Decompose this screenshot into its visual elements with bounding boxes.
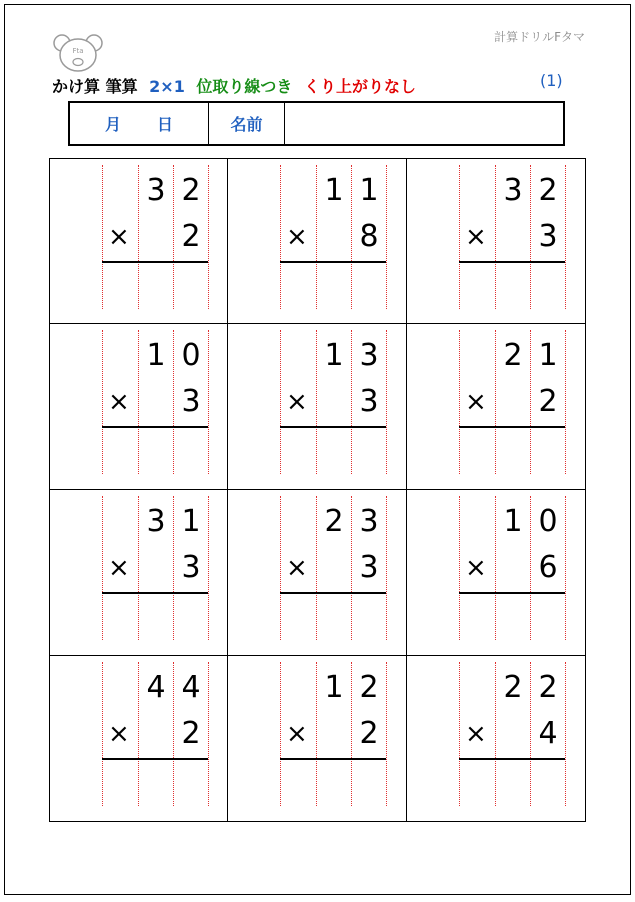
answer-area[interactable] [280, 594, 386, 640]
answer-area[interactable] [102, 594, 208, 640]
multiply-sign: × [108, 222, 130, 252]
multiplicand-ones-digit: 1 [538, 338, 558, 373]
title-operation: かけ算 筆算 [52, 77, 138, 96]
name-date-box [68, 101, 565, 146]
bear-icon [52, 33, 104, 73]
multiplier-digit: 6 [538, 550, 558, 585]
multiplicand-ones-digit: 2 [538, 173, 558, 208]
multiplicand-ones-digit: 2 [359, 670, 379, 705]
name-field[interactable] [285, 103, 563, 144]
multiply-sign: × [108, 387, 130, 417]
problem-cell [228, 490, 407, 656]
answer-area[interactable] [459, 594, 565, 640]
multiplier-digit: 2 [538, 384, 558, 419]
day-label: 日 [157, 115, 174, 134]
multiply-sign: × [465, 387, 487, 417]
problem-cell [407, 656, 585, 821]
problem-cell [50, 159, 228, 324]
place-value-guide-line [565, 662, 566, 806]
multiplicand-ones-digit: 2 [181, 173, 201, 208]
answer-area[interactable] [459, 428, 565, 474]
problem-cell [407, 159, 585, 324]
date-field[interactable] [70, 103, 209, 144]
sheet-number: (1) [540, 71, 563, 90]
answer-area[interactable] [102, 263, 208, 309]
answer-area[interactable] [102, 428, 208, 474]
multiply-sign: × [286, 222, 308, 252]
multiplicand-tens-digit: 1 [324, 338, 344, 373]
multiplier-digit: 3 [181, 550, 201, 585]
title-digits: 2×1 [149, 77, 185, 96]
multiply-sign: × [286, 719, 308, 749]
place-value-guide-line [565, 496, 566, 640]
problem-cell [50, 656, 228, 821]
worksheet-title [52, 74, 422, 98]
multiplicand-ones-digit: 0 [538, 504, 558, 539]
multiplier-digit: 3 [359, 384, 379, 419]
multiplicand-ones-digit: 3 [359, 504, 379, 539]
multiplicand-tens-digit: 2 [503, 670, 523, 705]
month-label: 月 [104, 115, 121, 134]
place-value-guide-line [208, 165, 209, 309]
problem-cell [228, 159, 407, 324]
multiply-sign: × [286, 553, 308, 583]
problem-cell [50, 490, 228, 656]
answer-area[interactable] [459, 263, 565, 309]
multiplicand-tens-digit: 1 [146, 338, 166, 373]
problem-grid [49, 158, 586, 822]
place-value-guide-line [386, 662, 387, 806]
multiplicand-tens-digit: 3 [146, 504, 166, 539]
multiply-sign: × [465, 222, 487, 252]
multiply-sign: × [286, 387, 308, 417]
answer-area[interactable] [459, 760, 565, 806]
multiplicand-ones-digit: 2 [538, 670, 558, 705]
problem-cell [407, 324, 585, 490]
multiplier-digit: 2 [359, 716, 379, 751]
place-value-guide-line [208, 496, 209, 640]
place-value-guide-line [386, 330, 387, 474]
problem-cell [50, 324, 228, 490]
multiplicand-ones-digit: 4 [181, 670, 201, 705]
multiplicand-ones-digit: 0 [181, 338, 201, 373]
multiply-sign: × [465, 719, 487, 749]
multiplier-digit: 2 [181, 716, 201, 751]
multiplier-digit: 8 [359, 219, 379, 254]
multiplicand-tens-digit: 3 [503, 173, 523, 208]
svg-text:Fta: Fta [72, 47, 84, 55]
title-no-carry: くり上がりなし [304, 77, 417, 96]
multiply-sign: × [465, 553, 487, 583]
multiplier-digit: 4 [538, 716, 558, 751]
multiplicand-tens-digit: 3 [146, 173, 166, 208]
multiplier-digit: 3 [538, 219, 558, 254]
multiplicand-tens-digit: 2 [324, 504, 344, 539]
multiplicand-tens-digit: 2 [503, 338, 523, 373]
multiplier-digit: 3 [359, 550, 379, 585]
multiplicand-tens-digit: 4 [146, 670, 166, 705]
problem-cell [407, 490, 585, 656]
multiplicand-ones-digit: 3 [359, 338, 379, 373]
title-guide-lines: 位取り線つき [196, 77, 293, 96]
place-value-guide-line [565, 165, 566, 309]
multiply-sign: × [108, 719, 130, 749]
multiplicand-ones-digit: 1 [181, 504, 201, 539]
multiplier-digit: 3 [181, 384, 201, 419]
answer-area[interactable] [102, 760, 208, 806]
place-value-guide-line [208, 330, 209, 474]
multiplicand-tens-digit: 1 [324, 173, 344, 208]
multiply-sign: × [108, 553, 130, 583]
brand-name: 計算ドリルFタマ [494, 30, 585, 44]
place-value-guide-line [386, 165, 387, 309]
problem-cell [228, 324, 407, 490]
multiplicand-ones-digit: 1 [359, 173, 379, 208]
multiplier-digit: 2 [181, 219, 201, 254]
name-label: 名前 [209, 103, 285, 144]
multiplicand-tens-digit: 1 [503, 504, 523, 539]
answer-area[interactable] [280, 263, 386, 309]
place-value-guide-line [386, 496, 387, 640]
answer-area[interactable] [280, 428, 386, 474]
answer-area[interactable] [280, 760, 386, 806]
problem-cell [228, 656, 407, 821]
place-value-guide-line [208, 662, 209, 806]
multiplicand-tens-digit: 1 [324, 670, 344, 705]
place-value-guide-line [565, 330, 566, 474]
